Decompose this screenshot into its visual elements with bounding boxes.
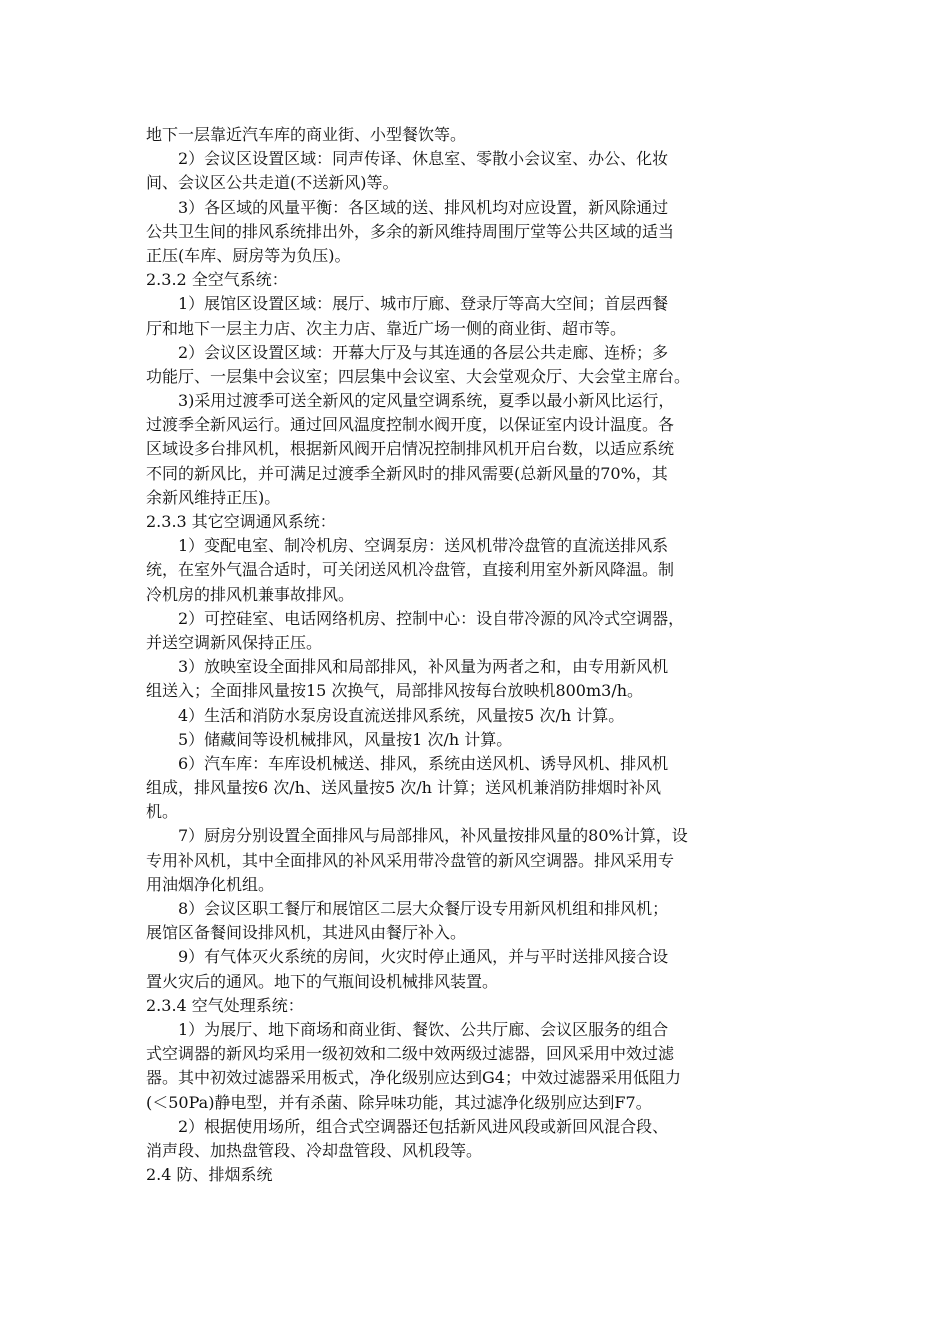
- text-line: 展馆区备餐间设排风机，其进风由餐厅补入。: [146, 923, 467, 943]
- text-line: 5）储藏间等设机械排风，风量按1 次/h 计算。: [178, 729, 513, 749]
- text-line: 2.3.4 空气处理系统：: [146, 995, 304, 1015]
- text-line: 3）放映室设全面排风和局部排风，补风量为两者之和，由专用新风机: [178, 657, 669, 677]
- text-line: 地下一层靠近汽车库的商业街、小型餐饮等。: [146, 125, 467, 144]
- text-line: 厅和地下一层主力店、次主力店、靠近广场一侧的商业街、超市等。: [146, 318, 627, 338]
- text-line: 专用补风机，其中全面排风的补风采用带冷盘管的新风空调器。排风采用专: [146, 850, 675, 870]
- text-line: 并送空调新风保持正压。: [146, 632, 323, 652]
- text-line: (＜50Pa)静电型，并有杀菌、除异味功能，其过滤净化级别应达到F7。: [146, 1092, 652, 1112]
- text-line: 1）变配电室、制冷机房、空调泵房：送风机带冷盘管的直流送排风系: [178, 536, 669, 556]
- text-line: 置火灾后的通风。地下的气瓶间设机械排风装置。: [146, 971, 499, 991]
- text-line: 1）为展厅、地下商场和商业街、餐饮、公共厅廊、会议区服务的组合: [178, 1019, 669, 1039]
- text-line: 9）有气体灭火系统的房间，火灾时停止通风，并与平时送排风接合设: [178, 947, 669, 967]
- text-line: 组成，排风量按6 次/h、送风量按5 次/h 计算；送风机兼消防排烟时补风: [146, 778, 662, 798]
- text-line: 2.4 防、排烟系统: [146, 1165, 273, 1185]
- text-line: 2）会议区设置区域：同声传译、休息室、零散小会议室、办公、化妆: [178, 149, 669, 169]
- text-line: 机。: [146, 802, 179, 822]
- text-line: 2）会议区设置区域：开幕大厅及与其连通的各层公共走廊、连桥；多: [178, 342, 669, 362]
- text-line: 3）各区域的风量平衡：各区域的送、排风机均对应设置，新风除通过: [178, 197, 669, 217]
- text-line: 统，在室外气温合适时，可关闭送风机冷盘管，直接利用室外新风降温。制: [146, 560, 675, 580]
- text-line: 1）展馆区设置区域：展厅、城市厅廊、登录厅等高大空间；首层西餐: [178, 294, 669, 314]
- text-line: 2.3.3 其它空调通风系统：: [146, 512, 336, 531]
- text-line: 2）可控硅室、电话网络机房、控制中心：设自带冷源的风冷式空调器，: [178, 608, 685, 628]
- text-line: 消声段、加热盘管段、冷却盘管段、风机段等。: [146, 1140, 483, 1160]
- text-line: 2）根据使用场所，组合式空调器还包括新风进风段或新回风混合段、: [178, 1116, 669, 1136]
- text-line: 8）会议区职工餐厅和展馆区二层大众餐厅设专用新风机组和排风机；: [178, 899, 669, 918]
- document-body: [146, 123, 806, 1187]
- text-line: 过渡季全新风运行。通过回风温度控制水阀开度，以保证室内设计温度。各: [146, 415, 675, 435]
- text-line: 式空调器的新风均采用一级初效和二级中效两级过滤器，回风采用中效过滤: [146, 1044, 675, 1064]
- text-line: 3)采用过渡季可送全新风的定风量空调系统，夏季以最小新风比运行，: [178, 391, 675, 411]
- text-line: 余新风维持正压)。: [146, 487, 281, 507]
- text-line: 功能厅、一层集中会议室；四层集中会议室、大会堂观众厅、大会堂主席台。: [146, 366, 691, 386]
- text-line: 4）生活和消防水泵房设直流送排风系统，风量按5 次/h 计算。: [178, 705, 625, 725]
- text-line: 公共卫生间的排风系统排出外，多余的新风维持周围厅堂等公共区域的适当: [146, 221, 675, 241]
- text-line: 7）厨房分别设置全面排风与局部排风，补风量按排风量的80%计算，设: [178, 826, 688, 846]
- text-line: 区域设多台排风机，根据新风阀开启情况控制排风机开启台数，以适应系统: [146, 439, 675, 459]
- text-line: 用油烟净化机组。: [146, 874, 275, 894]
- text-line: 2.3.2 全空气系统：: [146, 270, 288, 290]
- text-line: 正压(车库、厨房等为负压)。: [146, 245, 351, 265]
- text-line: 组送入；全面排风量按15 次换气，局部排风按每台放映机800m3/h。: [146, 681, 644, 701]
- text-line: 器。其中初效过滤器采用板式，净化级别应达到G4；中效过滤器采用低阻力: [146, 1068, 681, 1088]
- text-line: 间、会议区公共走道(不送新风)等。: [146, 173, 399, 193]
- text-line: 不同的新风比，并可满足过渡季全新风时的排风需要(总新风量的70%，其: [146, 463, 668, 483]
- text-line: 6）汽车库：车库设机械送、排风，系统由送风机、诱导风机、排风机: [178, 753, 669, 773]
- text-line: 冷机房的排风机兼事故排风。: [146, 584, 355, 604]
